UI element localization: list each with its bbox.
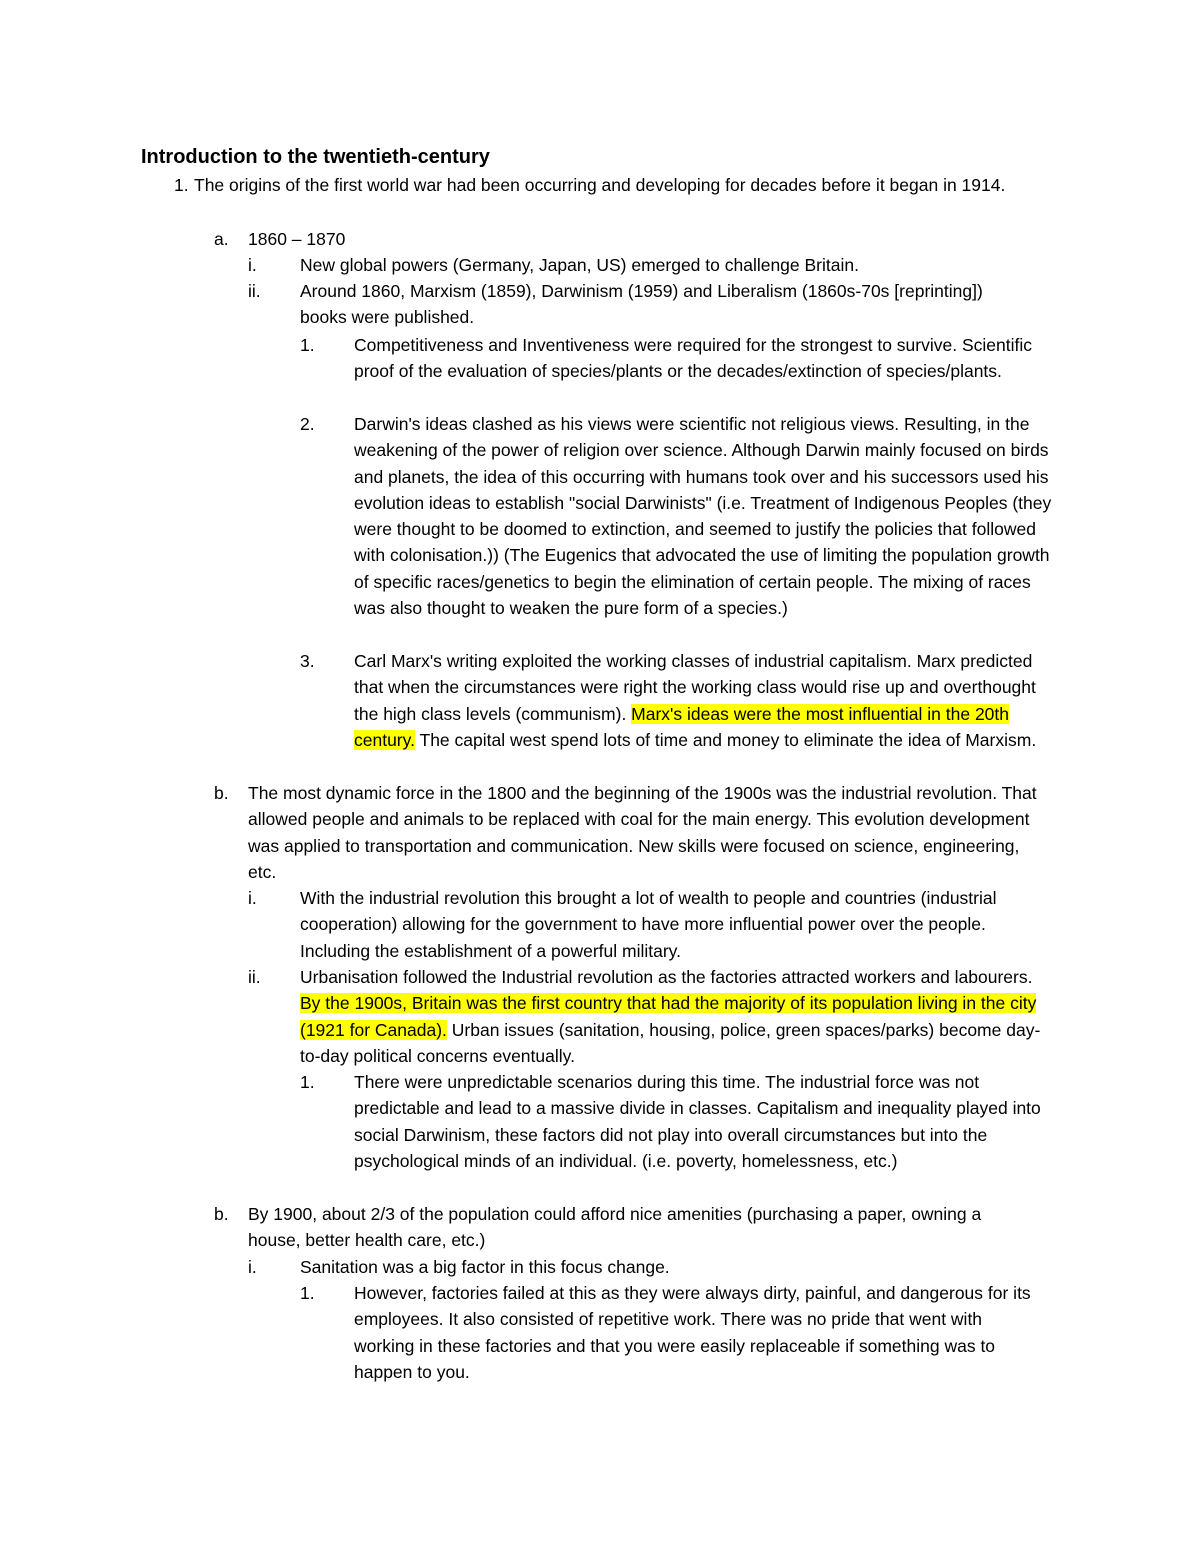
outline-item bbox=[300, 648, 1054, 753]
list-marker: 1. bbox=[300, 1072, 315, 1092]
list-marker: 1. bbox=[300, 335, 315, 355]
list-marker: i. bbox=[248, 888, 257, 908]
document-title: Introduction to the twentieth-century bbox=[141, 146, 490, 168]
text-segment: Carl Marx's writing exploited the working classes of industrial capitalism. Marx predicted that when the circumstances were right the working class would rise up and overthought the high class levels (communism). bbox=[354, 651, 1036, 724]
item-text bbox=[248, 226, 368, 252]
text-segment: The most dynamic force in the 1800 and the beginning of the 1900s was the industrial revolution. That allowed people and animals to be replaced with coal for the main energy. This evolution development was applied to transportation and communication. New skills were focused on science, engineering, etc. bbox=[248, 783, 1037, 882]
text-segment: New global powers (Germany, Japan, US) emerged to challenge Britain. bbox=[300, 255, 859, 275]
list-marker: ii. bbox=[248, 967, 261, 987]
outline-item bbox=[300, 411, 1059, 621]
list-marker: 2. bbox=[300, 414, 315, 434]
item-text bbox=[354, 1280, 1044, 1385]
list-marker: 1. bbox=[174, 175, 189, 195]
highlighted-text: Marx's ideas were the most influential in the 20th century. bbox=[354, 703, 1010, 750]
list-marker: 3. bbox=[300, 651, 315, 671]
item-text bbox=[354, 411, 1059, 621]
item-text bbox=[248, 1201, 1008, 1254]
text-segment: With the industrial revolution this brought a lot of wealth to people and countries (industrial cooperation) allowing for the government to have more influential power over the people. Including the establishment of a powerful military. bbox=[300, 888, 997, 961]
item-text bbox=[300, 885, 1045, 964]
item-text bbox=[354, 648, 1054, 753]
outline-item bbox=[248, 964, 1050, 1069]
item-text bbox=[248, 780, 1038, 885]
text-segment: Sanitation was a big factor in this focus change. bbox=[300, 1257, 670, 1277]
item-text bbox=[194, 172, 1064, 198]
item-text bbox=[300, 278, 1000, 331]
list-marker: i. bbox=[248, 255, 257, 275]
text-segment: Competitiveness and Inventiveness were required for the strongest to survive. Scientific proof of the evaluation of species/plants or the decades/extinction of species/plants. bbox=[354, 335, 1032, 382]
highlighted-text: By the 1900s, Britain was the first country that had the majority of its population living in the city (1921 for Canada). bbox=[300, 993, 1037, 1040]
text-segment: Around 1860, Marxism (1859), Darwinism (1959) and Liberalism (1860s-70s [reprinting]) books were published. bbox=[300, 281, 983, 328]
list-marker: 1. bbox=[300, 1283, 315, 1303]
item-text bbox=[300, 252, 1020, 278]
outline-item bbox=[300, 1280, 1044, 1385]
item-text bbox=[300, 1254, 1000, 1280]
outline-item bbox=[248, 278, 1000, 331]
text-segment: There were unpredictable scenarios during this time. The industrial force was not predictable and lead to a massive divide in classes. Capitalism and inequality played into social Darwinism, these factors did not play into overall circumstances but into the psychological minds of an individual. (i.e. poverty, homelessness, etc.) bbox=[354, 1072, 1041, 1171]
outline-item bbox=[248, 252, 1020, 278]
item-text bbox=[354, 1069, 1059, 1174]
outline-item bbox=[300, 332, 1049, 385]
item-text bbox=[300, 964, 1050, 1069]
outline-item bbox=[214, 1201, 1008, 1254]
list-marker: i. bbox=[248, 1257, 257, 1277]
list-marker: ii. bbox=[248, 281, 261, 301]
text-segment: Urban issues (sanitation, housing, police, green spaces/parks) become day-to-day political concerns eventually. bbox=[300, 1019, 1041, 1066]
outline-item bbox=[248, 885, 1045, 964]
outline-item bbox=[174, 172, 1064, 198]
text-segment: 1860 – 1870 bbox=[248, 229, 346, 249]
outline-item bbox=[300, 1069, 1059, 1174]
list-marker: a. bbox=[214, 229, 229, 249]
list-marker: b. bbox=[214, 783, 229, 803]
item-text bbox=[354, 332, 1049, 385]
text-segment: Urbanisation followed the Industrial revolution as the factories attracted workers and labourers. bbox=[300, 967, 1033, 987]
text-segment: However, factories failed at this as they were always dirty, painful, and dangerous for its employees. It also consisted of repetitive work. There was no pride that went with working in these factories and that you were easily replaceable if something was to happen to you. bbox=[354, 1283, 1031, 1382]
text-segment: Darwin's ideas clashed as his views were scientific not religious views. Resulting, in the weakening of the power of religion over science. Although Darwin mainly focused on birds and planets, the idea of this occurring with humans took over and his successors used his evolution ideas to establish "social Darwinists" (i.e. Treatment of Indigenous Peoples (they were thought to be doomed to extinction, and seemed to justify the policies that followed with colonisation.)) (The Eugenics that advocated the use of limiting the population growth of specific races/genetics to begin the elimination of certain people. The mixing of races was also thought to weaken the pure form of a species.) bbox=[354, 414, 1052, 619]
outline-item bbox=[214, 226, 368, 252]
text-segment: The capital west spend lots of time and money to eliminate the idea of Marxism. bbox=[414, 729, 1037, 750]
text-segment: The origins of the first world war had been occurring and developing for decades before it began in 1914. bbox=[194, 175, 1006, 195]
outline-item bbox=[214, 780, 1038, 885]
outline-item bbox=[248, 1254, 1000, 1280]
text-segment: By 1900, about 2/3 of the population could afford nice amenities (purchasing a paper, owning a house, better health care, etc.) bbox=[248, 1204, 982, 1251]
list-marker: b. bbox=[214, 1204, 229, 1224]
